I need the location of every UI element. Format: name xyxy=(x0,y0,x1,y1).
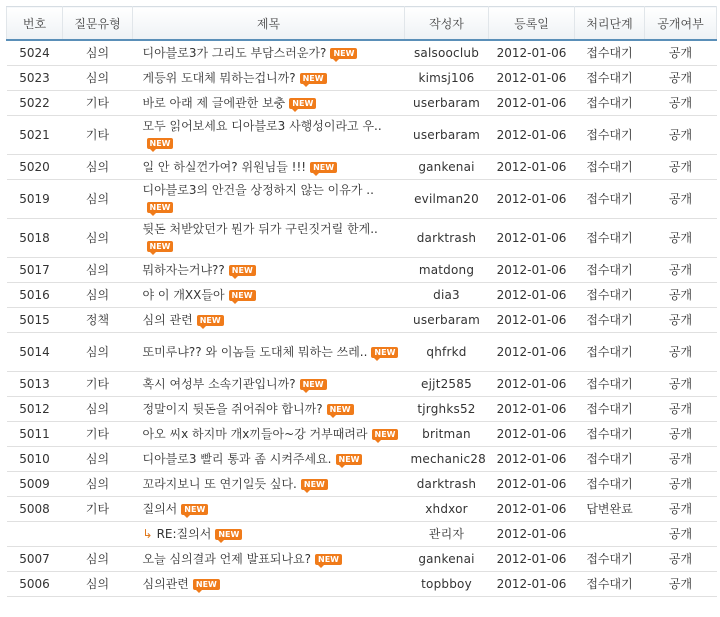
cell-author: userbaram xyxy=(405,308,489,333)
new-badge-icon: NEW xyxy=(215,529,242,540)
cell-date: 2012-01-06 xyxy=(489,397,575,422)
cell-no: 5022 xyxy=(7,91,63,116)
new-badge-icon: NEW xyxy=(310,162,337,173)
cell-no: 5024 xyxy=(7,40,63,66)
new-badge-icon: NEW xyxy=(336,454,363,465)
cell-title xyxy=(133,258,405,283)
cell-type: 심의 xyxy=(63,333,133,372)
cell-title xyxy=(133,283,405,308)
post-title-link[interactable]: 심의관련 xyxy=(142,576,189,591)
post-title-link[interactable]: 디아블로3 빨리 통과 좀 시켜주세요. xyxy=(142,451,332,466)
cell-public: 공개 xyxy=(645,258,717,283)
cell-type: 심의 xyxy=(63,283,133,308)
table-row xyxy=(7,116,717,155)
new-badge-icon: NEW xyxy=(197,315,224,326)
cell-no: 5012 xyxy=(7,397,63,422)
cell-type: 심의 xyxy=(63,180,133,219)
cell-type: 심의 xyxy=(63,447,133,472)
cell-no: 5007 xyxy=(7,547,63,572)
table-row xyxy=(7,66,717,91)
cell-type: 심의 xyxy=(63,258,133,283)
cell-public: 공개 xyxy=(645,116,717,155)
cell-title xyxy=(133,180,405,219)
new-badge-icon: NEW xyxy=(147,202,174,213)
post-title-link[interactable]: 오늘 심의결과 언제 발표되나요? xyxy=(142,551,312,566)
cell-public: 공개 xyxy=(645,547,717,572)
new-badge-icon: NEW xyxy=(229,290,256,301)
cell-status: 접수대기 xyxy=(575,219,645,258)
table-row xyxy=(7,155,717,180)
cell-date: 2012-01-06 xyxy=(489,258,575,283)
cell-date: 2012-01-06 xyxy=(489,155,575,180)
cell-type: 심의 xyxy=(63,547,133,572)
header-date: 등록일 xyxy=(489,7,575,41)
cell-type: 심의 xyxy=(63,472,133,497)
cell-author: userbaram xyxy=(405,116,489,155)
new-badge-icon: NEW xyxy=(181,504,208,515)
cell-title xyxy=(133,116,405,155)
cell-no: 5013 xyxy=(7,372,63,397)
cell-public: 공개 xyxy=(645,155,717,180)
table-header-row xyxy=(7,7,717,41)
cell-public: 공개 xyxy=(645,372,717,397)
cell-author: topbboy xyxy=(405,572,489,597)
cell-no: 5008 xyxy=(7,497,63,522)
cell-status: 접수대기 xyxy=(575,397,645,422)
cell-author: 관리자 xyxy=(405,522,489,547)
cell-status: 접수대기 xyxy=(575,333,645,372)
cell-date: 2012-01-06 xyxy=(489,447,575,472)
cell-date: 2012-01-06 xyxy=(489,572,575,597)
table-row xyxy=(7,333,717,372)
question-board xyxy=(6,6,716,597)
post-title-link[interactable]: 일 안 하실껀가여? 위원님들 !!! xyxy=(142,159,307,174)
cell-type: 기타 xyxy=(63,91,133,116)
cell-no: 5017 xyxy=(7,258,63,283)
cell-date: 2012-01-06 xyxy=(489,91,575,116)
cell-public: 공개 xyxy=(645,447,717,472)
cell-public: 공개 xyxy=(645,308,717,333)
question-table xyxy=(6,6,717,597)
cell-date: 2012-01-06 xyxy=(489,308,575,333)
new-badge-icon: NEW xyxy=(301,479,328,490)
cell-no: 5016 xyxy=(7,283,63,308)
cell-no: 5014 xyxy=(7,333,63,372)
table-row xyxy=(7,219,717,258)
cell-type: 심의 xyxy=(63,219,133,258)
table-row xyxy=(7,497,717,522)
cell-type: 정책 xyxy=(63,308,133,333)
cell-status: 접수대기 xyxy=(575,283,645,308)
cell-date: 2012-01-06 xyxy=(489,422,575,447)
post-title-link[interactable]: 바로 아래 제 글에관한 보충 xyxy=(142,95,286,110)
cell-public: 공개 xyxy=(645,66,717,91)
post-title-link[interactable]: 모두 읽어보세요 디아블로3 사행성이라고 우.. xyxy=(142,119,382,133)
cell-title xyxy=(133,91,405,116)
header-type: 질문유형 xyxy=(63,7,133,41)
cell-status: 접수대기 xyxy=(575,372,645,397)
cell-author: darktrash xyxy=(405,219,489,258)
post-title-link[interactable]: 심의 관련 xyxy=(142,312,193,327)
cell-author: gankenai xyxy=(405,155,489,180)
reply-arrow-icon: ↳ xyxy=(142,526,153,541)
header-no: 번호 xyxy=(7,7,63,41)
cell-date: 2012-01-06 xyxy=(489,472,575,497)
cell-type: 심의 xyxy=(63,155,133,180)
cell-status: 접수대기 xyxy=(575,572,645,597)
new-badge-icon: NEW xyxy=(300,73,327,84)
cell-no: 5010 xyxy=(7,447,63,472)
new-badge-icon: NEW xyxy=(315,554,342,565)
new-badge-icon: NEW xyxy=(147,241,174,252)
cell-author: matdong xyxy=(405,258,489,283)
cell-title xyxy=(133,219,405,258)
table-row xyxy=(7,180,717,219)
cell-status: 접수대기 xyxy=(575,66,645,91)
cell-title xyxy=(133,497,405,522)
table-row xyxy=(7,283,717,308)
cell-public: 공개 xyxy=(645,422,717,447)
header-title: 제목 xyxy=(133,7,405,41)
cell-type xyxy=(63,522,133,547)
cell-title xyxy=(133,572,405,597)
cell-date: 2012-01-06 xyxy=(489,40,575,66)
cell-type: 심의 xyxy=(63,40,133,66)
table-row xyxy=(7,472,717,497)
cell-author: kimsj106 xyxy=(405,66,489,91)
cell-no: 5018 xyxy=(7,219,63,258)
table-row xyxy=(7,91,717,116)
cell-status xyxy=(575,522,645,547)
cell-title xyxy=(133,422,405,447)
post-title-link[interactable]: 정말이지 뒷돈을 쥐어줘야 합니까? xyxy=(142,401,323,416)
cell-date: 2012-01-06 xyxy=(489,333,575,372)
new-badge-icon: NEW xyxy=(327,404,354,415)
header-author: 작성자 xyxy=(405,7,489,41)
cell-date: 2012-01-06 xyxy=(489,180,575,219)
cell-title xyxy=(133,372,405,397)
cell-author: tjrghks52 xyxy=(405,397,489,422)
cell-author: mechanic28 xyxy=(405,447,489,472)
cell-status: 접수대기 xyxy=(575,422,645,447)
cell-type: 기타 xyxy=(63,422,133,447)
cell-no: 5021 xyxy=(7,116,63,155)
cell-title xyxy=(133,308,405,333)
table-row xyxy=(7,547,717,572)
cell-title xyxy=(133,547,405,572)
cell-type: 심의 xyxy=(63,66,133,91)
post-title-link[interactable]: 질의서 xyxy=(142,501,178,516)
cell-public: 공개 xyxy=(645,219,717,258)
table-row xyxy=(7,308,717,333)
cell-status: 접수대기 xyxy=(575,91,645,116)
table-row xyxy=(7,447,717,472)
post-title-link[interactable]: 아오 씨x 하지마 개x끼들아~강 거부때려라 xyxy=(142,426,368,441)
cell-status: 접수대기 xyxy=(575,258,645,283)
cell-no xyxy=(7,522,63,547)
header-status: 처리단계 xyxy=(575,7,645,41)
cell-author: evilman20 xyxy=(405,180,489,219)
cell-status: 접수대기 xyxy=(575,155,645,180)
post-title-link[interactable]: 뭐하자는거냐?? xyxy=(142,262,225,277)
cell-status: 접수대기 xyxy=(575,116,645,155)
cell-title xyxy=(133,40,405,66)
new-badge-icon: NEW xyxy=(193,579,220,590)
cell-author: ejjt2585 xyxy=(405,372,489,397)
post-title-link[interactable]: 혹시 여성부 소속기관입니까? xyxy=(142,376,296,391)
cell-status: 접수대기 xyxy=(575,447,645,472)
post-title-link[interactable]: 디아블로3가 그리도 부담스러운가? xyxy=(142,45,327,60)
cell-title xyxy=(133,155,405,180)
cell-author: britman xyxy=(405,422,489,447)
cell-public: 공개 xyxy=(645,40,717,66)
cell-date: 2012-01-06 xyxy=(489,219,575,258)
cell-type: 기타 xyxy=(63,372,133,397)
cell-public: 공개 xyxy=(645,333,717,372)
cell-author: darktrash xyxy=(405,472,489,497)
cell-date: 2012-01-06 xyxy=(489,497,575,522)
cell-no: 5006 xyxy=(7,572,63,597)
post-title-link[interactable]: 뒷돈 처받았던가 뭔가 뒤가 구린짓거릴 한게.. xyxy=(142,222,378,236)
cell-no: 5023 xyxy=(7,66,63,91)
cell-date: 2012-01-06 xyxy=(489,66,575,91)
new-badge-icon: NEW xyxy=(300,379,327,390)
cell-status: 접수대기 xyxy=(575,472,645,497)
cell-no: 5011 xyxy=(7,422,63,447)
cell-status: 접수대기 xyxy=(575,180,645,219)
cell-type: 심의 xyxy=(63,572,133,597)
table-body xyxy=(7,40,717,597)
cell-no: 5020 xyxy=(7,155,63,180)
cell-title xyxy=(133,447,405,472)
cell-no: 5009 xyxy=(7,472,63,497)
post-title-link[interactable]: 게등위 도대체 뭐하는겁니까? xyxy=(142,70,296,85)
cell-title xyxy=(133,472,405,497)
new-badge-icon: NEW xyxy=(330,48,357,59)
table-row-reply xyxy=(7,522,717,547)
table-row xyxy=(7,258,717,283)
cell-date: 2012-01-06 xyxy=(489,372,575,397)
cell-title xyxy=(133,66,405,91)
cell-public: 공개 xyxy=(645,91,717,116)
post-title-link[interactable]: 또미루냐?? 와 이놈들 도대체 뭐하는 쓰레.. xyxy=(142,344,368,359)
cell-type: 기타 xyxy=(63,116,133,155)
cell-no: 5019 xyxy=(7,180,63,219)
table-row xyxy=(7,572,717,597)
cell-title xyxy=(133,397,405,422)
post-title-link[interactable]: 야 이 개XX들아 xyxy=(142,287,225,302)
cell-title xyxy=(133,522,405,547)
new-badge-icon: NEW xyxy=(229,265,256,276)
cell-public: 공개 xyxy=(645,572,717,597)
table-row xyxy=(7,372,717,397)
cell-public: 공개 xyxy=(645,522,717,547)
cell-status: 접수대기 xyxy=(575,547,645,572)
cell-type: 심의 xyxy=(63,397,133,422)
cell-title xyxy=(133,333,405,372)
new-badge-icon: NEW xyxy=(371,347,398,358)
cell-type: 기타 xyxy=(63,497,133,522)
cell-date: 2012-01-06 xyxy=(489,547,575,572)
new-badge-icon: NEW xyxy=(372,429,399,440)
post-title-link[interactable]: 디아블로3의 안건을 상정하지 않는 이유가 .. xyxy=(142,183,374,197)
cell-public: 공개 xyxy=(645,497,717,522)
cell-author: qhfrkd xyxy=(405,333,489,372)
header-public: 공개여부 xyxy=(645,7,717,41)
table-row xyxy=(7,40,717,66)
cell-public: 공개 xyxy=(645,397,717,422)
cell-author: salsooclub xyxy=(405,40,489,66)
cell-public: 공개 xyxy=(645,472,717,497)
cell-date: 2012-01-06 xyxy=(489,522,575,547)
cell-public: 공개 xyxy=(645,283,717,308)
table-row xyxy=(7,397,717,422)
cell-status: 답변완료 xyxy=(575,497,645,522)
new-badge-icon: NEW xyxy=(289,98,316,109)
cell-status: 접수대기 xyxy=(575,308,645,333)
cell-public: 공개 xyxy=(645,180,717,219)
cell-author: dia3 xyxy=(405,283,489,308)
reply-prefix: RE: xyxy=(156,526,177,541)
post-title-link[interactable]: 질의서 xyxy=(176,526,212,541)
post-title-link[interactable]: 꼬라지보니 또 연기일듯 싶다. xyxy=(142,476,297,491)
cell-date: 2012-01-06 xyxy=(489,283,575,308)
cell-author: userbaram xyxy=(405,91,489,116)
new-badge-icon: NEW xyxy=(147,138,174,149)
cell-author: gankenai xyxy=(405,547,489,572)
cell-status: 접수대기 xyxy=(575,40,645,66)
table-row xyxy=(7,422,717,447)
cell-date: 2012-01-06 xyxy=(489,116,575,155)
cell-no: 5015 xyxy=(7,308,63,333)
cell-author: xhdxor xyxy=(405,497,489,522)
